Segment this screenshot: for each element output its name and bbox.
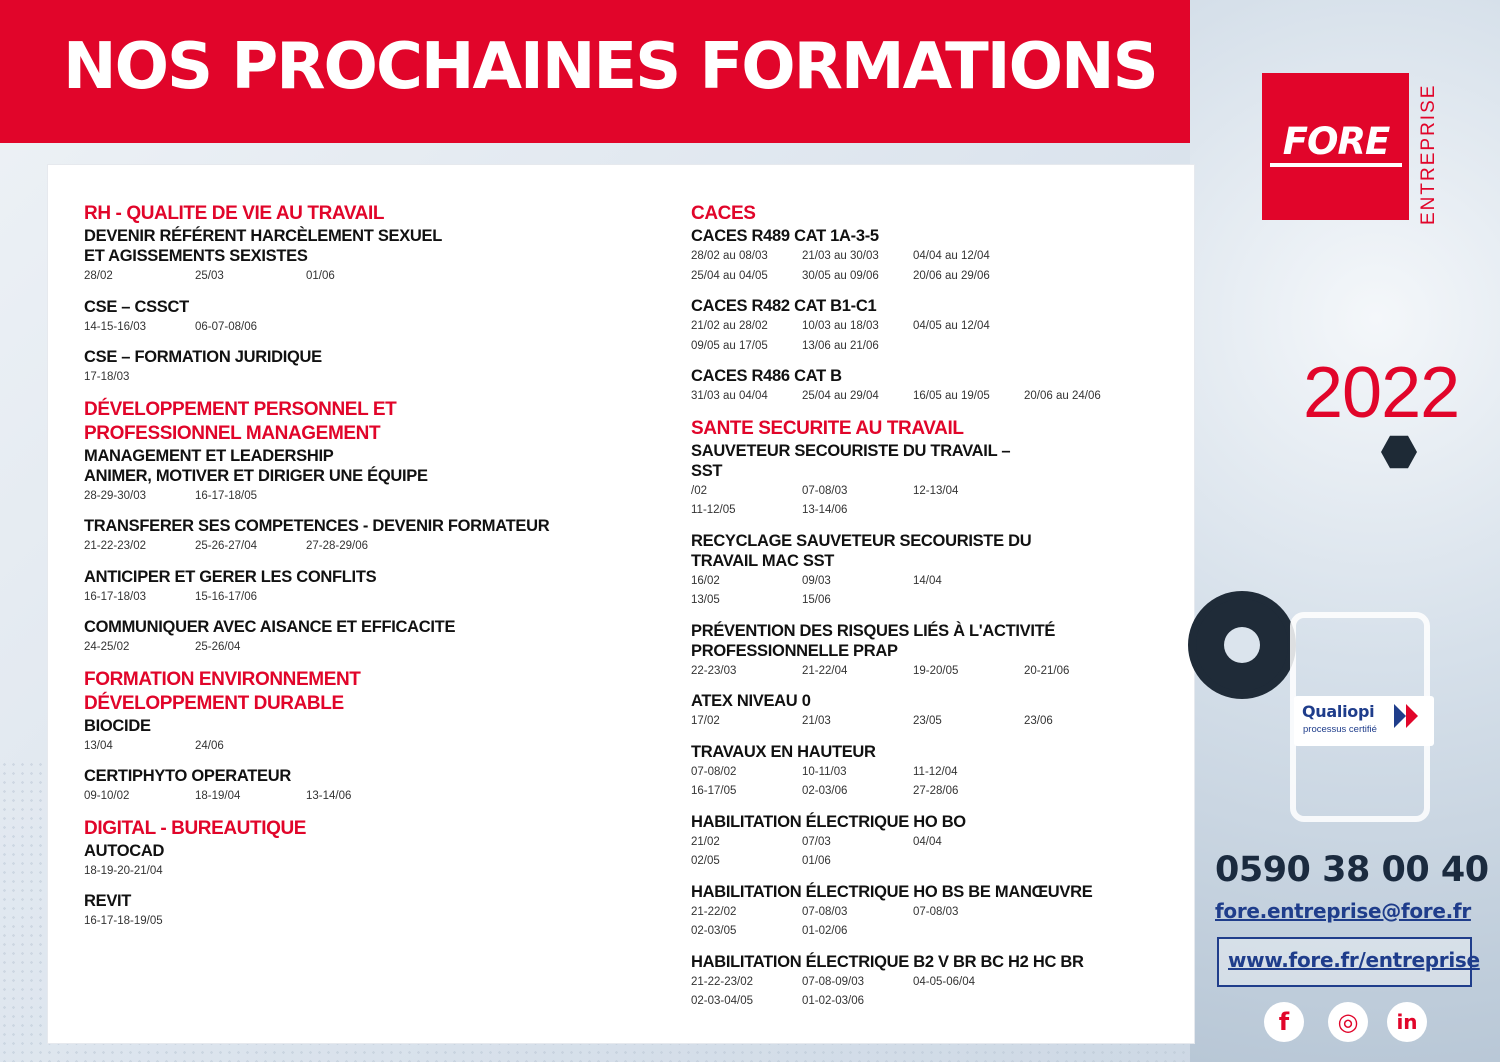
course-date: 27-28-29/06 — [306, 540, 369, 552]
course-date: 22-23/03 — [691, 664, 737, 677]
course-date: 21/02 — [691, 835, 720, 848]
course-dates — [84, 537, 604, 557]
qualiopi-subtitle: processus certifié — [1303, 724, 1377, 735]
course-dates — [691, 662, 1211, 682]
course-item — [691, 226, 1211, 286]
category-heading: RH - QUALITE DE VIE AU TRAVAIL — [84, 203, 385, 224]
year: 2022 — [1303, 353, 1460, 433]
course-date: 02/05 — [691, 855, 720, 867]
course-date: 12-13/04 — [913, 484, 959, 497]
qualiopi-arrow-red-icon — [1406, 704, 1418, 728]
course-date: 11-12/05 — [691, 504, 736, 516]
course-item — [691, 882, 1211, 942]
course-date: 16-17-18-19/05 — [84, 915, 163, 927]
course-title: MANAGEMENT ET LEADERSHIP ANIMER, MOTIVER ET DIRIGER UNE ÉQUIPE — [84, 446, 428, 485]
course-date — [1024, 833, 1135, 853]
qualiopi-arrow-blue-icon — [1394, 704, 1406, 728]
course-date — [1024, 247, 1135, 267]
course-dates — [691, 387, 1211, 407]
course-date: 13-14/06 — [802, 504, 848, 516]
course-date: 10-11/03 — [802, 765, 847, 778]
course-title: HABILITATION ÉLECTRIQUE HO BO — [691, 812, 966, 831]
page-title: NOS PROCHAINES FORMATIONS — [63, 30, 1157, 104]
course-date: 21-22/02 — [691, 905, 737, 918]
category-heading: SANTE SECURITE AU TRAVAIL — [691, 417, 964, 439]
course-date: 09-10/02 — [84, 790, 130, 802]
course-title: DEVENIR RÉFÉRENT HARCÈLEMENT SEXUEL ET AGISSEMENTS SEXISTES — [84, 227, 443, 265]
course-dates — [691, 712, 1211, 732]
course-item — [84, 617, 604, 658]
course-date: 21-22-23/02 — [84, 540, 147, 552]
right-column — [691, 201, 1211, 1022]
course-date: 07-08-09/03 — [802, 975, 865, 988]
course-date — [1024, 973, 1135, 993]
course-title: CSE – CSSCT — [84, 297, 189, 316]
course-date: 24/06 — [195, 739, 224, 752]
course-dates — [691, 903, 1211, 942]
course-dates — [691, 973, 1211, 1012]
course-date — [1024, 572, 1135, 592]
course-date: 01/06 — [306, 270, 335, 282]
phone-number[interactable]: 0590 38 00 40 — [1215, 850, 1489, 890]
course-date: 04/04 au 12/04 — [913, 250, 990, 262]
course-date: 25-26-27/04 — [195, 540, 258, 552]
course-date: 01-02-03/06 — [802, 995, 865, 1007]
course-date: 02-03/06 — [802, 785, 848, 797]
course-item — [84, 841, 604, 882]
course-title: HABILITATION ÉLECTRIQUE B2 V BR BC H2 HC BR — [691, 952, 1084, 971]
course-date: 16/05 au 19/05 — [913, 390, 990, 402]
course-date: 28-29-30/03 — [84, 489, 147, 502]
course-dates — [84, 487, 604, 507]
course-dates — [84, 737, 604, 757]
course-date: 07-08/03 — [802, 905, 848, 918]
course-dates — [84, 588, 604, 608]
course-date — [1024, 317, 1135, 337]
course-date: 20/06 au 29/06 — [913, 269, 990, 282]
course-date: 07-08/02 — [691, 765, 737, 778]
facebook-icon[interactable]: f — [1264, 1002, 1304, 1042]
course-item — [691, 296, 1211, 356]
course-date: 02-03/05 — [691, 925, 737, 937]
gear-icon — [1196, 599, 1288, 691]
course-item — [691, 952, 1211, 1012]
course-item — [84, 446, 604, 507]
course-dates — [691, 482, 1211, 521]
course-title: PRÉVENTION DES RISQUES LIÉS À L'ACTIVITÉ PROFESSIONNELLE PRAP — [691, 621, 1056, 660]
course-date: 13/06 au 21/06 — [802, 339, 879, 352]
course-dates — [84, 267, 604, 287]
course-title: TRAVAUX EN HAUTEUR — [691, 742, 876, 761]
course-dates — [691, 833, 1211, 872]
course-date: 04-05-06/04 — [913, 975, 976, 988]
course-item — [84, 347, 604, 388]
course-date: 15-16-17/06 — [195, 590, 258, 603]
course-item — [84, 297, 604, 338]
course-dates — [84, 638, 604, 658]
course-dates — [84, 912, 604, 932]
course-title: AUTOCAD — [84, 841, 165, 860]
course-dates — [691, 317, 1211, 356]
category-heading: CACES — [691, 203, 756, 224]
courses-panel — [47, 164, 1195, 1044]
course-date: 25/04 au 29/04 — [802, 390, 879, 402]
course-item — [691, 531, 1211, 611]
course-date: 28/02 — [84, 270, 113, 282]
course-dates — [84, 787, 604, 807]
course-date: 21/03 au 30/03 — [802, 250, 879, 262]
course-date — [1024, 482, 1135, 502]
logo-text: FORE — [1282, 120, 1390, 163]
course-item — [691, 621, 1211, 682]
course-date: 14/04 — [913, 574, 942, 587]
course-item — [84, 766, 604, 807]
course-title: TRANSFERER SES COMPETENCES - DEVENIR FORMATEUR — [84, 517, 550, 535]
course-date: 01-02/06 — [802, 925, 848, 937]
linkedin-icon[interactable]: in — [1387, 1002, 1427, 1042]
logo-vertical-text: ENTREPRISE — [1418, 83, 1439, 225]
course-title: CACES R489 CAT 1A-3-5 — [691, 227, 879, 245]
course-item — [84, 716, 604, 757]
course-date: 07-08/03 — [802, 484, 848, 497]
course-dates — [691, 572, 1211, 611]
course-dates — [84, 318, 604, 338]
course-date: 24-25/02 — [84, 641, 130, 653]
course-item — [691, 812, 1211, 872]
course-date: 11-12/04 — [913, 765, 958, 778]
course-date: 23/05 — [913, 715, 942, 727]
course-dates — [691, 247, 1211, 286]
course-item — [84, 891, 604, 932]
course-date: 17-18/03 — [84, 371, 130, 383]
course-date: 21-22-23/02 — [691, 975, 754, 988]
course-date: 04/05 au 12/04 — [913, 320, 990, 332]
course-date: 04/04 — [913, 835, 942, 848]
course-date — [1024, 763, 1135, 783]
course-date: 21-22/04 — [802, 664, 848, 677]
course-date: 28/02 au 08/03 — [691, 250, 768, 262]
course-date: 20-21/06 — [1024, 664, 1070, 677]
course-date: 20/06 au 24/06 — [1024, 390, 1101, 402]
course-date: 31/03 au 04/04 — [691, 390, 768, 402]
logo-underline — [1270, 163, 1402, 167]
course-date: 16-17-18/03 — [84, 590, 147, 603]
course-date: 16/02 — [691, 574, 720, 587]
course-item — [84, 516, 604, 557]
left-column — [84, 201, 604, 942]
course-title: CSE – FORMATION JURIDIQUE — [84, 348, 322, 366]
category-heading: DÉVELOPPEMENT PERSONNEL ET PROFESSIONNEL MANAGEMENT — [84, 398, 397, 444]
course-dates — [84, 862, 604, 882]
course-date: 13/05 — [691, 594, 720, 606]
course-title: ANTICIPER ET GERER LES CONFLITS — [84, 567, 377, 586]
course-date: 16-17-18/05 — [195, 489, 258, 502]
course-title: REVIT — [84, 892, 132, 910]
course-title: COMMUNIQUER AVEC AISANCE ET EFFICACITE — [84, 618, 456, 636]
course-item — [691, 366, 1211, 407]
course-date: 19-20/05 — [913, 664, 959, 677]
title-banner — [0, 0, 1190, 143]
course-item — [691, 441, 1211, 521]
course-title: CERTIPHYTO OPERATEUR — [84, 767, 291, 785]
course-item — [84, 567, 604, 608]
course-date: 30/05 au 09/06 — [802, 269, 879, 282]
instagram-icon[interactable]: ◎ — [1328, 1002, 1368, 1042]
qualiopi-name: Qualiopi — [1302, 702, 1375, 721]
course-date: 13-14/06 — [306, 790, 352, 802]
course-title: BIOCIDE — [84, 716, 151, 735]
course-date — [1024, 903, 1135, 923]
category-heading: FORMATION ENVIRONNEMENT DÉVELOPPEMENT DURABLE — [84, 668, 361, 714]
course-date: 10/03 au 18/03 — [802, 320, 879, 332]
course-date: 16-17/05 — [691, 785, 737, 797]
course-date: 01/06 — [802, 855, 831, 867]
course-dates — [84, 368, 604, 388]
course-title: RECYCLAGE SAUVETEUR SECOURISTE DU TRAVAIL MAC SST — [691, 531, 1032, 570]
course-date: 27-28/06 — [913, 785, 959, 797]
course-dates — [691, 763, 1211, 802]
course-date: 18-19-20-21/04 — [84, 864, 163, 877]
course-date: 25-26/04 — [195, 641, 241, 653]
course-title: CACES R486 CAT B — [691, 367, 842, 385]
course-date: 09/05 au 17/05 — [691, 339, 768, 352]
course-date: 18-19/04 — [195, 790, 241, 802]
course-item — [691, 691, 1211, 732]
email-link[interactable]: fore.entreprise@fore.fr — [1215, 899, 1471, 923]
course-date: 02-03-04/05 — [691, 995, 754, 1007]
course-date: 17/02 — [691, 715, 720, 727]
course-date: 09/03 — [802, 574, 831, 587]
website-link[interactable]: www.fore.fr/entreprise — [1228, 948, 1480, 972]
course-date: 06-07-08/06 — [195, 320, 258, 333]
category-heading: DIGITAL - BUREAUTIQUE — [84, 817, 307, 839]
course-date: 14-15-16/03 — [84, 320, 147, 333]
course-date: /02 — [691, 484, 707, 497]
course-title: HABILITATION ÉLECTRIQUE HO BS BE MANŒUVRE — [691, 882, 1093, 901]
course-title: CACES R482 CAT B1-C1 — [691, 297, 877, 315]
course-date: 25/03 — [195, 270, 224, 282]
course-date: 23/06 — [1024, 715, 1053, 727]
course-date: 21/03 — [802, 715, 831, 727]
course-date: 07/03 — [802, 835, 831, 848]
course-date: 13/04 — [84, 739, 113, 752]
course-item — [691, 742, 1211, 802]
course-date: 07-08/03 — [913, 905, 959, 918]
course-date: 15/06 — [802, 594, 831, 606]
course-title: SAUVETEUR SECOURISTE DU TRAVAIL – SST — [691, 441, 1011, 480]
course-title: ATEX NIVEAU 0 — [691, 692, 811, 710]
course-item — [84, 226, 604, 287]
course-date: 21/02 au 28/02 — [691, 320, 768, 332]
course-date: 25/04 au 04/05 — [691, 269, 768, 282]
